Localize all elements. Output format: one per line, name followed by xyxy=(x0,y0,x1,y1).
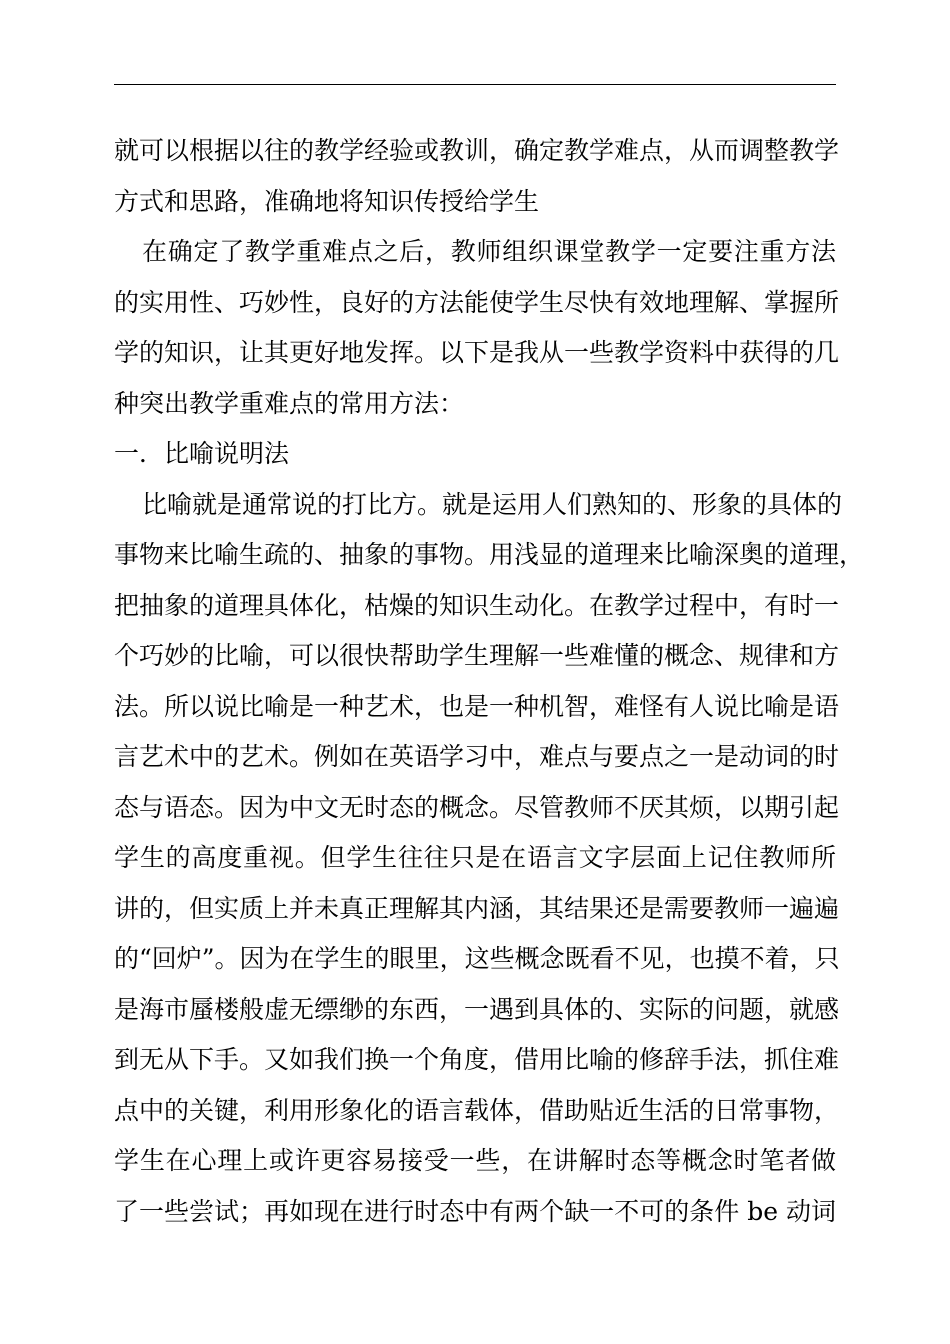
text-line: 的“回炉”。因为在学生的眼里，这些概念既看不见，也摸不着，只 xyxy=(114,944,840,973)
text-line: 到无从下手。又如我们换一个角度，借用比喻的修辞手法，抓住难 xyxy=(114,1045,840,1074)
text-line: 方式和思路，准确地将知识传授给学生 xyxy=(114,186,540,216)
text-line: 讲的，但实质上并未真正理解其内涵，其结果还是需要教师一遍遍 xyxy=(114,893,840,923)
text-line: 态与语态。因为中文无时态的概念。尽管教师不厌其烦，以期引起 xyxy=(114,792,840,822)
text-line: 学生在心理上或许更容易接受一些，在讲解时态等概念时笔者做 xyxy=(114,1146,836,1175)
text-line: 就可以根据以往的教学经验或教训，确定教学难点，从而调整教学 xyxy=(114,136,840,165)
text-line: 把抽象的道理具体化，枯燥的知识生动化。在教学过程中，有时一 xyxy=(114,590,840,620)
text-line: 点中的关键，利用形象化的语言载体，借助贴近生活的日常事物， xyxy=(114,1095,840,1125)
text-line: 种突出教学重难点的常用方法： xyxy=(114,388,465,418)
text-line: 学生的高度重视。但学生往往只是在语言文字层面上记住教师所 xyxy=(114,843,836,872)
text-line: 的实用性、巧妙性，良好的方法能使学生尽快有效地理解、掌握所 xyxy=(114,287,840,317)
document-body xyxy=(114,126,865,1237)
text-line: 了一些尝试；再如现在进行时态中有两个缺一不可的条件 be 动词 xyxy=(114,1196,836,1226)
text-line: 言艺术中的艺术。例如在英语学习中，难点与要点之一是动词的时 xyxy=(114,742,840,771)
text-line: 法。所以说比喻是一种艺术，也是一种机智，难怪有人说比喻是语 xyxy=(114,691,840,721)
text-line: 比喻就是通常说的打比方。就是运用人们熟知的、形象的具体的 xyxy=(142,489,843,519)
text-line: 在确定了教学重难点之后，教师组织课堂教学一定要注重方法 xyxy=(142,237,836,266)
header-rule xyxy=(114,84,836,85)
text-line: 个巧妙的比喻，可以很快帮助学生理解一些难懂的概念、规律和方 xyxy=(114,641,840,670)
text-line: 一．比喻说明法 xyxy=(114,439,290,468)
text-line: 是海市蜃楼般虚无缥缈的东西，一遇到具体的、实际的问题，就感 xyxy=(114,994,840,1024)
text-line: 事物来比喻生疏的、抽象的事物。用浅显的道理来比喻深奥的道理， xyxy=(114,540,865,569)
text-line: 学的知识，让其更好地发挥。以下是我从一些教学资料中获得的几 xyxy=(114,338,840,367)
